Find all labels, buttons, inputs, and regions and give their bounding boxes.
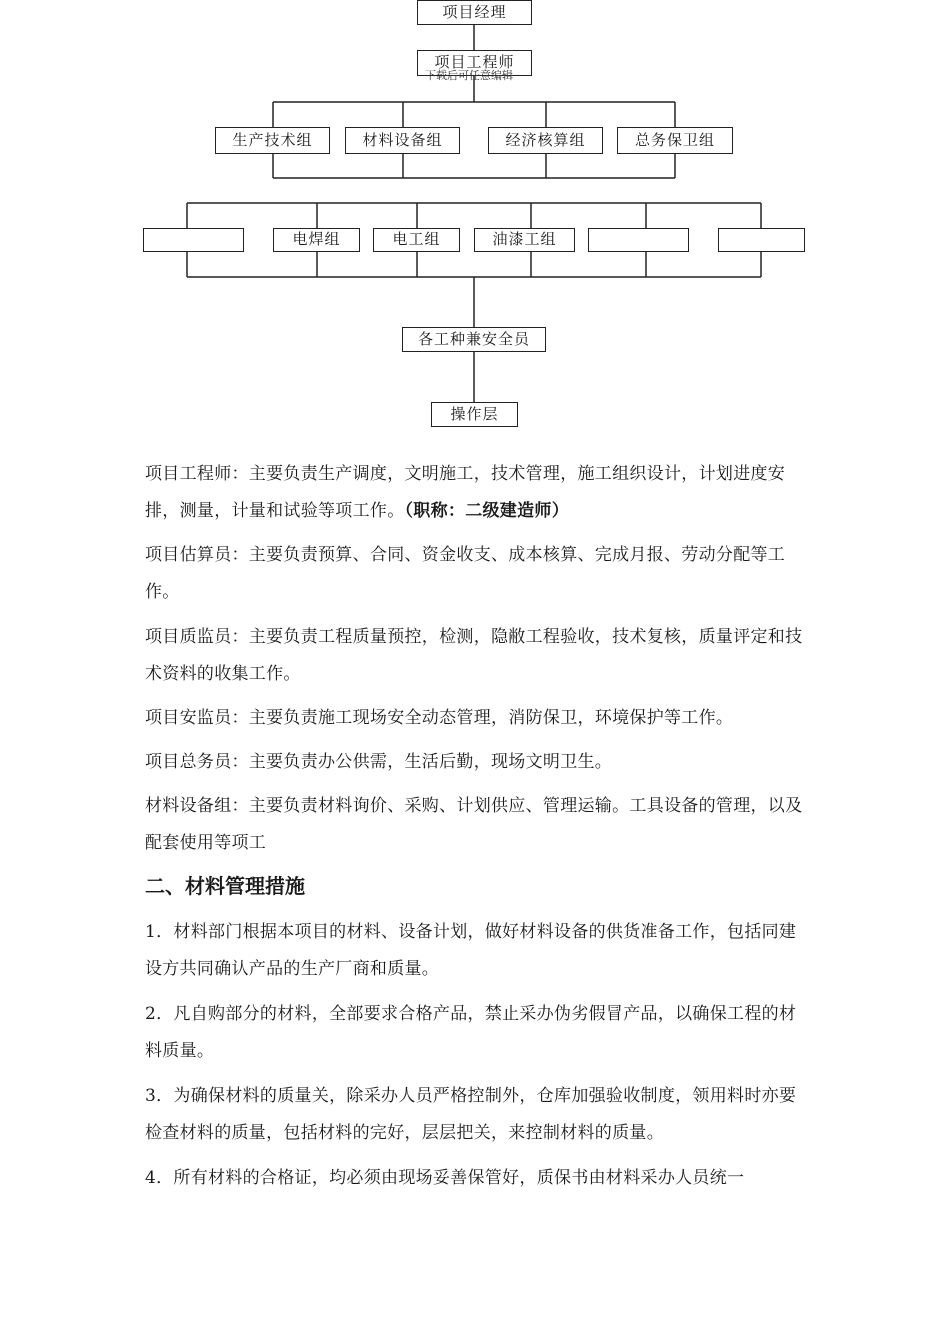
watermark-text: 下载后可任意编辑 [425,69,513,82]
box-operation-layer: 操作层 [431,402,518,427]
duty-paragraph-materials [145,788,810,862]
box-group-economic-accounting: 经济核算组 [488,127,603,154]
measure-item-3 [145,1078,810,1152]
box-team-painting: 油漆工组 [474,228,575,252]
box-project-engineer: 项目工程师 [417,50,532,76]
duty-title-note: （职称：二级建造师） [404,501,569,521]
duty-paragraph-quality [145,619,810,693]
duty-text: 项目工程师：主要负责生产调度，文明施工，技术管理，施工组织设计，计划进度安排，测量，计量和试验等项工作。 [145,464,786,521]
duty-text: 项目安监员：主要负责施工现场安全动态管理，消防保卫，环境保护等工作。 [145,708,734,728]
duty-text: 材料设备组：主要负责材料询价、采购、计划供应、管理运输。工具设备的管理，以及配套使用等项工 [145,796,803,853]
duty-paragraph-general [145,744,810,781]
box-team-blank-2 [588,228,689,252]
duty-paragraph-estimator [145,537,810,611]
box-team-electrical: 电工组 [373,228,460,252]
box-group-materials-equipment: 材料设备组 [345,127,460,154]
measure-text: 1．材料部门根据本项目的材料、设备计划，做好材料设备的供货准备工作，包括同建设方共同确认产品的生产厂商和质量。 [145,922,797,979]
box-group-general-security: 总务保卫组 [617,127,733,154]
box-team-welding: 电焊组 [273,228,360,252]
duty-paragraph-safety [145,700,810,737]
duty-text: 项目估算员：主要负责预算、合同、资金收支、成本核算、完成月报、劳动分配等工作。 [145,545,786,602]
measure-text: 2．凡自购部分的材料，全部要求合格产品，禁止采办伪劣假冒产品，以确保工程的材料质量。 [145,1004,797,1061]
duty-paragraph-engineer [145,456,810,530]
box-safety-officer: 各工种兼安全员 [402,327,546,352]
measure-item-1 [145,914,810,988]
box-project-manager: 项目经理 [417,0,532,25]
measure-text: 4．所有材料的合格证，均必须由现场妥善保管好，质保书由材料采办人员统一 [145,1168,745,1188]
org-chart [0,0,950,440]
duty-text: 项目总务员：主要负责办公供需，生活后勤，现场文明卫生。 [145,752,613,772]
section-heading: 二、材料管理措施 [145,874,305,898]
measure-item-2 [145,996,810,1070]
box-group-production-tech: 生产技术组 [215,127,330,154]
duty-text: 项目质监员：主要负责工程质量预控，检测，隐敝工程验收，技术复核，质量评定和技术资料的收集工作。 [145,627,803,684]
box-team-blank-1 [143,228,244,252]
measure-item-4 [145,1160,810,1197]
box-team-blank-3 [718,228,805,252]
measure-text: 3．为确保材料的质量关，除采办人员严格控制外，仓库加强验收制度，领用料时亦要检查材料的质量，包括材料的完好，层层把关，来控制材料的质量。 [145,1086,797,1143]
